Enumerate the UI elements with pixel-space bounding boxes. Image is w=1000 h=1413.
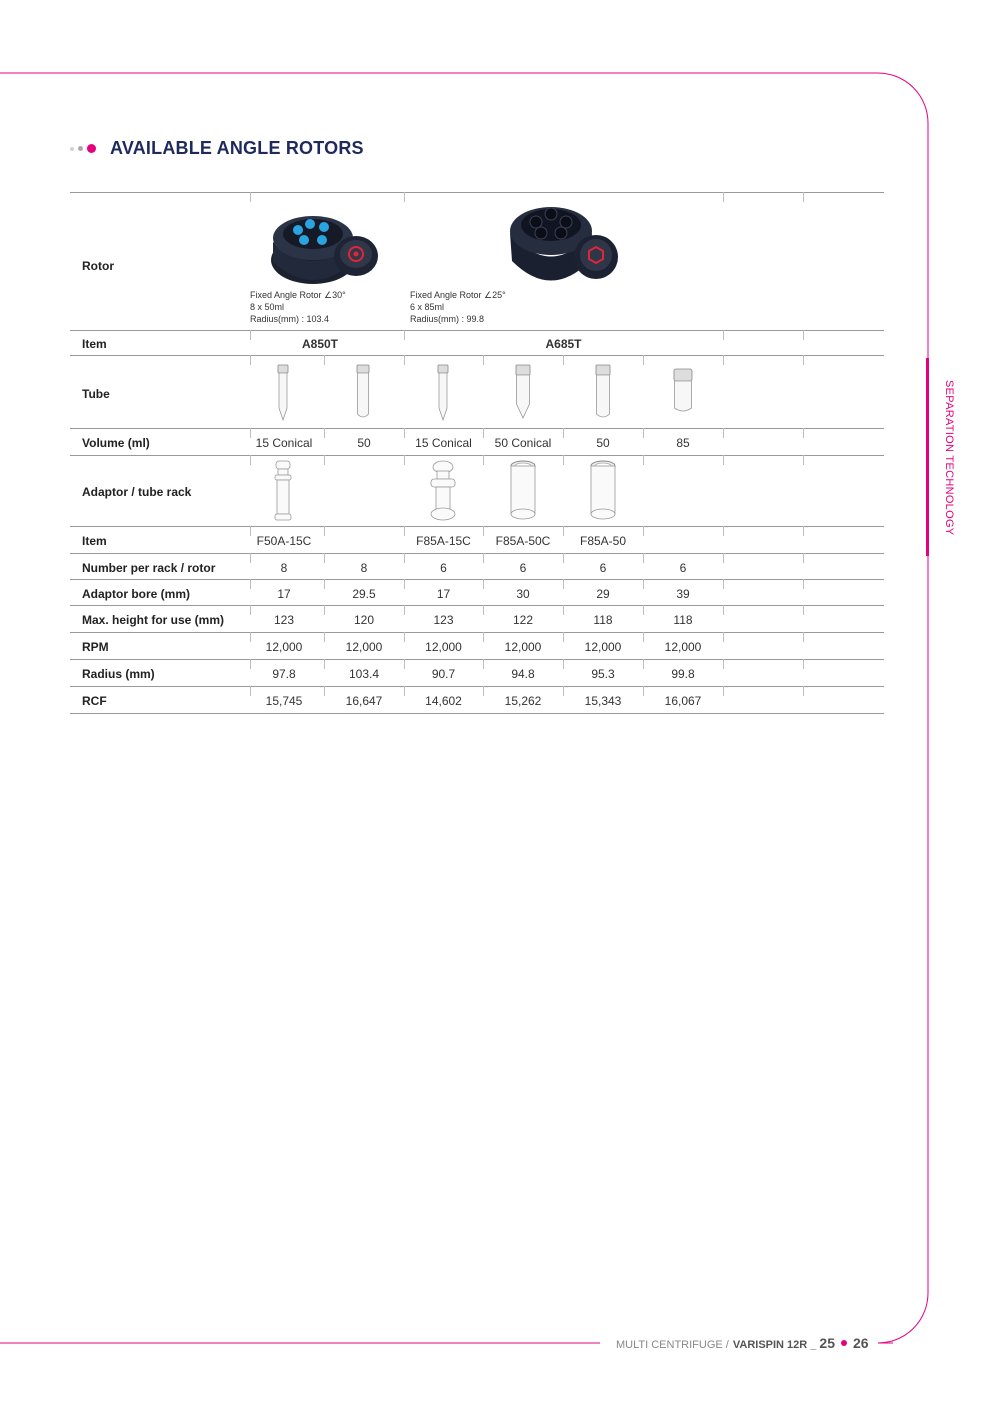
height-cell: 122 bbox=[512, 613, 534, 627]
row-label-rotor: Rotor bbox=[82, 259, 114, 273]
row-divider bbox=[70, 579, 884, 580]
height-cell: 120 bbox=[353, 613, 375, 627]
column-tick bbox=[404, 192, 405, 202]
bore-cell: 17 bbox=[277, 587, 291, 601]
column-tick bbox=[643, 455, 644, 465]
radius-cell: 90.7 bbox=[431, 667, 456, 681]
column-tick bbox=[723, 455, 724, 465]
row-label-rpm: RPM bbox=[82, 640, 109, 654]
bore-cell: 30 bbox=[516, 587, 530, 601]
number-cell: 6 bbox=[440, 561, 447, 575]
column-tick bbox=[723, 192, 724, 202]
bore-cell: 29.5 bbox=[352, 587, 376, 601]
column-tick bbox=[324, 355, 325, 365]
row-divider bbox=[70, 686, 884, 687]
tube-15-conical-icon bbox=[275, 364, 291, 422]
column-tick bbox=[404, 355, 405, 365]
row-divider bbox=[70, 553, 884, 554]
rpm-cell: 12,000 bbox=[425, 640, 462, 654]
rpm-cell: 12,000 bbox=[504, 640, 542, 654]
volume-cell: 15 Conical bbox=[415, 436, 472, 450]
column-tick bbox=[324, 526, 325, 536]
column-tick bbox=[723, 579, 724, 589]
row-divider bbox=[70, 632, 884, 633]
row-label-radius: Radius (mm) bbox=[82, 667, 155, 681]
page-footer bbox=[616, 1335, 869, 1351]
height-cell: 118 bbox=[593, 613, 613, 627]
adaptor-item-cell: F50A-15C bbox=[256, 534, 312, 548]
adaptor-item-cell: F85A-50C bbox=[495, 534, 551, 548]
row-divider bbox=[70, 526, 884, 527]
column-tick bbox=[803, 455, 804, 465]
row-label-adaptor: Adaptor / tube rack bbox=[82, 485, 192, 499]
footer-brand: VARISPIN 12R _ bbox=[732, 1339, 817, 1351]
row-divider bbox=[70, 428, 884, 429]
row-label-tube: Tube bbox=[82, 387, 110, 401]
column-tick bbox=[723, 330, 724, 340]
row-divider bbox=[70, 659, 884, 660]
bore-cell: 39 bbox=[676, 587, 690, 601]
table-border-top bbox=[70, 192, 884, 193]
footer-prefix: MULTI CENTRIFUGE / bbox=[616, 1339, 729, 1351]
column-tick bbox=[803, 686, 804, 696]
column-tick bbox=[324, 455, 325, 465]
column-tick bbox=[723, 686, 724, 696]
page-title: AVAILABLE ANGLE ROTORS bbox=[110, 138, 364, 158]
column-tick bbox=[563, 355, 564, 365]
volume-cell: 85 bbox=[676, 436, 690, 450]
page-number-right: 26 bbox=[853, 1335, 869, 1351]
tube-15-conical-icon bbox=[435, 364, 451, 422]
row-label-rcf: RCF bbox=[82, 694, 107, 708]
rcf-cell: 15,262 bbox=[504, 694, 542, 708]
radius-cell: 99.8 bbox=[671, 667, 695, 681]
row-label-height: Max. height for use (mm) bbox=[82, 613, 225, 627]
column-tick bbox=[723, 605, 724, 615]
row-divider bbox=[70, 330, 884, 331]
column-tick bbox=[483, 355, 484, 365]
rpm-cell: 12,000 bbox=[345, 640, 383, 654]
column-tick bbox=[250, 192, 251, 202]
adaptor-f85a-50-icon bbox=[589, 460, 617, 522]
rcf-cell: 15,343 bbox=[584, 694, 622, 708]
rpm-cell: 12,000 bbox=[265, 640, 303, 654]
adaptor-f50a-15c-icon bbox=[273, 460, 293, 522]
column-tick bbox=[723, 553, 724, 563]
column-tick bbox=[803, 605, 804, 615]
rcf-cell: 15,745 bbox=[265, 694, 303, 708]
column-tick bbox=[643, 355, 644, 365]
volume-cell: 15 Conical bbox=[255, 436, 313, 450]
bore-cell: 17 bbox=[436, 587, 451, 601]
column-tick bbox=[723, 659, 724, 669]
radius-cell: 103.4 bbox=[348, 667, 380, 681]
number-cell: 6 bbox=[599, 561, 607, 575]
rcf-cell: 14,602 bbox=[425, 694, 462, 708]
adaptor-item-cell: F85A-50 bbox=[579, 534, 627, 548]
column-tick bbox=[803, 330, 804, 340]
row-divider bbox=[70, 455, 884, 456]
column-tick bbox=[563, 455, 564, 465]
rpm-cell: 12,000 bbox=[584, 640, 622, 654]
volume-cell: 50 bbox=[357, 436, 371, 450]
rotor-name-a850t: A850T bbox=[301, 337, 339, 351]
radius-cell: 97.8 bbox=[272, 667, 296, 681]
adaptor-f85a-15c-icon bbox=[428, 460, 458, 522]
height-cell: 123 bbox=[433, 613, 454, 627]
page-number-left: 25 bbox=[819, 1335, 835, 1351]
column-tick bbox=[723, 428, 724, 438]
bore-cell: 29 bbox=[596, 587, 610, 601]
column-tick bbox=[723, 632, 724, 642]
volume-cell: 50 bbox=[596, 436, 610, 450]
tube-50-icon bbox=[594, 364, 612, 420]
column-tick bbox=[803, 659, 804, 669]
side-accent-bar bbox=[926, 358, 929, 556]
column-tick bbox=[250, 355, 251, 365]
row-label-adaptor-item: Item bbox=[82, 534, 107, 548]
radius-cell: 95.3 bbox=[591, 667, 615, 681]
number-cell: 6 bbox=[519, 561, 527, 575]
adaptor-f85a-50c-icon bbox=[509, 460, 537, 522]
volume-cell: 50 Conical bbox=[494, 436, 552, 450]
column-tick bbox=[803, 355, 804, 365]
rotor-a685t-image bbox=[506, 195, 621, 295]
column-tick bbox=[803, 579, 804, 589]
number-cell: 6 bbox=[679, 561, 687, 575]
column-tick bbox=[404, 455, 405, 465]
height-cell: 123 bbox=[273, 613, 295, 627]
rotor-name-a685t: A685T bbox=[545, 337, 582, 351]
table-border-bottom bbox=[70, 713, 884, 714]
page-separator-dot-icon bbox=[841, 1340, 847, 1346]
row-label-volume: Volume (ml) bbox=[82, 436, 150, 450]
row-divider bbox=[70, 355, 884, 356]
row-label-bore: Adaptor bore (mm) bbox=[82, 587, 190, 601]
rcf-cell: 16,647 bbox=[345, 694, 383, 708]
section-heading bbox=[70, 138, 364, 159]
rpm-cell: 12,000 bbox=[664, 640, 702, 654]
column-tick bbox=[803, 553, 804, 563]
column-tick bbox=[643, 526, 644, 536]
column-tick bbox=[803, 192, 804, 202]
tube-50-conical-icon bbox=[514, 364, 532, 420]
column-tick bbox=[803, 526, 804, 536]
column-tick bbox=[483, 455, 484, 465]
column-tick bbox=[250, 455, 251, 465]
rotor-a685t-caption: Fixed Angle Rotor ∠25° 6 x 85ml Radius(mm) : 99.8 bbox=[410, 290, 506, 324]
column-tick bbox=[723, 355, 724, 365]
number-cell: 8 bbox=[280, 561, 288, 575]
height-cell: 118 bbox=[673, 613, 693, 627]
tube-50-icon bbox=[355, 364, 371, 420]
side-section-label: SEPARATION TECHNOLOGY bbox=[943, 380, 955, 536]
row-label-item: Item bbox=[82, 337, 107, 351]
column-tick bbox=[803, 632, 804, 642]
adaptor-item-cell: F85A-15C bbox=[416, 534, 471, 548]
column-tick bbox=[803, 428, 804, 438]
column-tick bbox=[723, 526, 724, 536]
row-label-number: Number per rack / rotor bbox=[82, 561, 216, 575]
number-cell: 8 bbox=[360, 561, 368, 575]
rcf-cell: 16,067 bbox=[664, 694, 702, 708]
heading-dots-icon bbox=[70, 144, 100, 153]
radius-cell: 94.8 bbox=[511, 667, 535, 681]
rotor-a850t-caption: Fixed Angle Rotor ∠30° 8 x 50ml Radius(mm) : 103.4 bbox=[250, 290, 346, 324]
tube-85-icon bbox=[672, 368, 694, 414]
row-divider bbox=[70, 605, 884, 606]
rotor-a850t-image bbox=[268, 200, 383, 290]
